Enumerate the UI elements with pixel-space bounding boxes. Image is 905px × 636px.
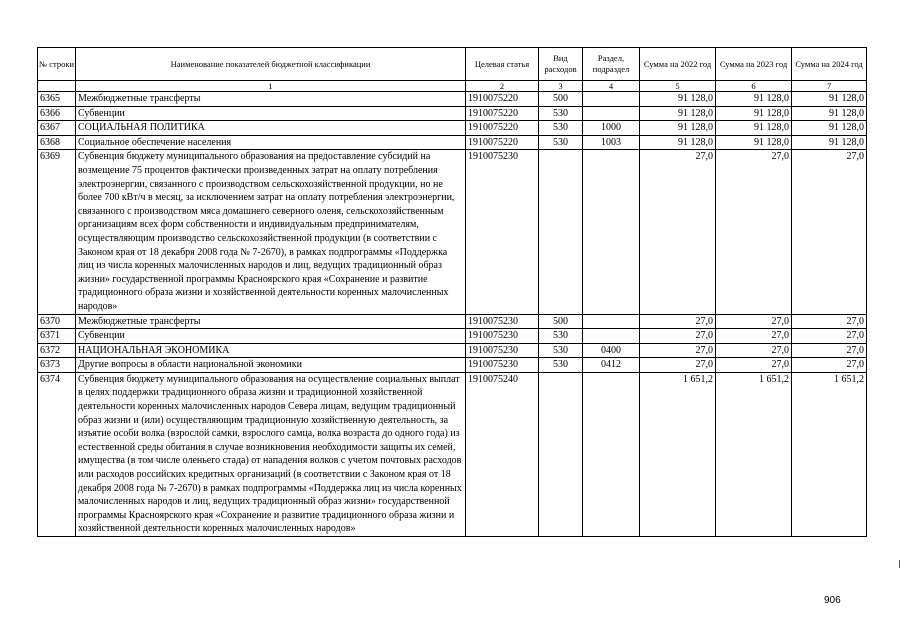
row-expense-type: 500 bbox=[539, 92, 583, 107]
table-row bbox=[38, 314, 867, 329]
row-sum-2024: 91 128,0 bbox=[792, 121, 867, 136]
row-sum-2024: 27,0 bbox=[792, 343, 867, 358]
row-name: Субвенции bbox=[76, 106, 466, 121]
row-sum-2024: 1 651,2 bbox=[792, 372, 867, 536]
row-number: 6370 bbox=[38, 314, 76, 329]
row-sum-2022: 91 128,0 bbox=[640, 106, 716, 121]
row-section bbox=[583, 372, 640, 536]
row-number: 6371 bbox=[38, 329, 76, 344]
row-number: 6374 bbox=[38, 372, 76, 536]
row-sum-2023: 91 128,0 bbox=[716, 92, 792, 107]
column-number: 6 bbox=[716, 81, 792, 92]
row-name: НАЦИОНАЛЬНАЯ ЭКОНОМИКА bbox=[76, 343, 466, 358]
row-name: СОЦИАЛЬНАЯ ПОЛИТИКА bbox=[76, 121, 466, 136]
column-number: 5 bbox=[640, 81, 716, 92]
row-name: Социальное обеспечение населения bbox=[76, 135, 466, 150]
row-sum-2024: 27,0 bbox=[792, 150, 867, 314]
row-number: 6366 bbox=[38, 106, 76, 121]
row-sum-2022: 1 651,2 bbox=[640, 372, 716, 536]
header-target: Целевая статья bbox=[466, 48, 539, 81]
row-expense-type: 530 bbox=[539, 329, 583, 344]
table-row bbox=[38, 358, 867, 373]
row-sum-2023: 91 128,0 bbox=[716, 135, 792, 150]
row-target: 1910075240 bbox=[466, 372, 539, 536]
row-target: 1910075230 bbox=[466, 343, 539, 358]
row-sum-2022: 91 128,0 bbox=[640, 121, 716, 136]
column-number-row bbox=[38, 81, 867, 92]
column-number: 4 bbox=[583, 81, 640, 92]
row-target: 1910075220 bbox=[466, 135, 539, 150]
header-expense-type: Вид расходов bbox=[539, 48, 583, 81]
row-sum-2022: 27,0 bbox=[640, 329, 716, 344]
column-number: 1 bbox=[76, 81, 466, 92]
header-sum-2023: Сумма на 2023 год bbox=[716, 48, 792, 81]
row-sum-2023: 1 651,2 bbox=[716, 372, 792, 536]
row-number: 6367 bbox=[38, 121, 76, 136]
row-expense-type: 530 bbox=[539, 343, 583, 358]
row-expense-type bbox=[539, 372, 583, 536]
row-expense-type bbox=[539, 150, 583, 314]
row-sum-2024: 91 128,0 bbox=[792, 92, 867, 107]
row-expense-type: 530 bbox=[539, 358, 583, 373]
row-sum-2022: 27,0 bbox=[640, 343, 716, 358]
row-sum-2022: 27,0 bbox=[640, 358, 716, 373]
row-section bbox=[583, 150, 640, 314]
row-sum-2022: 91 128,0 bbox=[640, 135, 716, 150]
row-sum-2023: 91 128,0 bbox=[716, 121, 792, 136]
header-section: Раздел, подраздел bbox=[583, 48, 640, 81]
table-header-row bbox=[38, 48, 867, 81]
row-section bbox=[583, 329, 640, 344]
row-sum-2022: 27,0 bbox=[640, 314, 716, 329]
header-row-no: № строки bbox=[38, 48, 76, 81]
column-number: 7 bbox=[792, 81, 867, 92]
row-name: Межбюджетные трансферты bbox=[76, 314, 466, 329]
table-row bbox=[38, 343, 867, 358]
row-target: 1910075220 bbox=[466, 121, 539, 136]
row-number: 6365 bbox=[38, 92, 76, 107]
row-name: Субвенция бюджету муниципального образования на предоставление субсидий на возмещение 75 процентов фактически произведенных затрат на оплату потребления электроэнергии, связанного с производством сельскохозяйственной продукции, но не более 700 кВт/ч в месяц, за исключением затрат на оплату потребления электроэнергии, связанного с производством мяса домашнего северного оленя, сельскохозяйственным организациям всех форм собственности и индивидуальным предпринимателям, осуществляющим производство сельскохозяйственной продукции (в соответствии с Законом края от 18 декабря 2008 года № 7-2670), в рамках подпрограммы «Поддержка лиц из числа коренных малочисленных народов и лиц, ведущих традиционный образ жизни» государственной программы Красноярского края «Сохранение и развитие традиционного образа жизни и хозяйственной деятельности коренных малочисленных народов» bbox=[76, 150, 466, 314]
table-row bbox=[38, 372, 867, 536]
row-name: Межбюджетные трансферты bbox=[76, 92, 466, 107]
row-expense-type: 530 bbox=[539, 121, 583, 136]
row-sum-2023: 91 128,0 bbox=[716, 106, 792, 121]
row-expense-type: 530 bbox=[539, 106, 583, 121]
row-expense-type: 530 bbox=[539, 135, 583, 150]
column-number: 3 bbox=[539, 81, 583, 92]
table-row bbox=[38, 329, 867, 344]
table-row bbox=[38, 92, 867, 107]
row-number: 6372 bbox=[38, 343, 76, 358]
row-section: 0412 bbox=[583, 358, 640, 373]
row-name: Субвенции bbox=[76, 329, 466, 344]
row-sum-2023: 27,0 bbox=[716, 343, 792, 358]
row-target: 1910075230 bbox=[466, 358, 539, 373]
row-sum-2023: 27,0 bbox=[716, 150, 792, 314]
row-number: 6369 bbox=[38, 150, 76, 314]
table-row bbox=[38, 150, 867, 314]
table-row bbox=[38, 135, 867, 150]
row-sum-2023: 27,0 bbox=[716, 358, 792, 373]
row-number: 6368 bbox=[38, 135, 76, 150]
row-target: 1910075230 bbox=[466, 150, 539, 314]
column-number-empty bbox=[38, 81, 76, 92]
scan-edge-mark bbox=[899, 560, 900, 568]
row-target: 1910075230 bbox=[466, 314, 539, 329]
row-sum-2024: 27,0 bbox=[792, 358, 867, 373]
row-sum-2022: 91 128,0 bbox=[640, 92, 716, 107]
page-number: 906 bbox=[824, 595, 841, 606]
row-sum-2024: 27,0 bbox=[792, 329, 867, 344]
column-number: 2 bbox=[466, 81, 539, 92]
row-target: 1910075220 bbox=[466, 92, 539, 107]
row-sum-2024: 91 128,0 bbox=[792, 106, 867, 121]
row-section: 0400 bbox=[583, 343, 640, 358]
row-target: 1910075230 bbox=[466, 329, 539, 344]
table-row bbox=[38, 121, 867, 136]
header-name: Наименование показателей бюджетной классификации bbox=[76, 48, 466, 81]
row-sum-2022: 27,0 bbox=[640, 150, 716, 314]
row-expense-type: 500 bbox=[539, 314, 583, 329]
row-section bbox=[583, 314, 640, 329]
row-sum-2023: 27,0 bbox=[716, 329, 792, 344]
row-sum-2023: 27,0 bbox=[716, 314, 792, 329]
row-section bbox=[583, 92, 640, 107]
row-sum-2024: 91 128,0 bbox=[792, 135, 867, 150]
table-row bbox=[38, 106, 867, 121]
header-sum-2022: Сумма на 2022 год bbox=[640, 48, 716, 81]
row-section bbox=[583, 106, 640, 121]
row-name: Другие вопросы в области национальной экономики bbox=[76, 358, 466, 373]
row-name: Субвенция бюджету муниципального образования на осуществление социальных выплат в целях поддержки традиционного образа жизни и традиционной хозяйственной деятельности коренных малочисленных народов Севера лицам, ведущим традиционный образ жизни и (или) осуществляющим традиционную хозяйственную деятельность, за изъятие особи волка (взрослой самки, взрослого самца, волка возраста до одного года) из естественной среды обитания в случае возникновения необходимости защиты их семей, имущества (в том числе оленьего стада) от нападения волков с учетом почтовых расходов или расходов российских кредитных организаций (в соответствии с Законом края от 18 декабря 2008 года № 7-2670) в рамках подпрограммы «Поддержка лиц из числа коренных малочисленных народов и лиц, ведущих традиционный образ жизни» государственной программы Красноярского края «Сохранение и развитие традиционного образа жизни и хозяйственной деятельности коренных малочисленных народов» bbox=[76, 372, 466, 536]
header-sum-2024: Сумма на 2024 год bbox=[792, 48, 867, 81]
row-sum-2024: 27,0 bbox=[792, 314, 867, 329]
row-target: 1910075220 bbox=[466, 106, 539, 121]
row-section: 1003 bbox=[583, 135, 640, 150]
row-number: 6373 bbox=[38, 358, 76, 373]
row-section: 1000 bbox=[583, 121, 640, 136]
budget-table bbox=[37, 47, 867, 537]
